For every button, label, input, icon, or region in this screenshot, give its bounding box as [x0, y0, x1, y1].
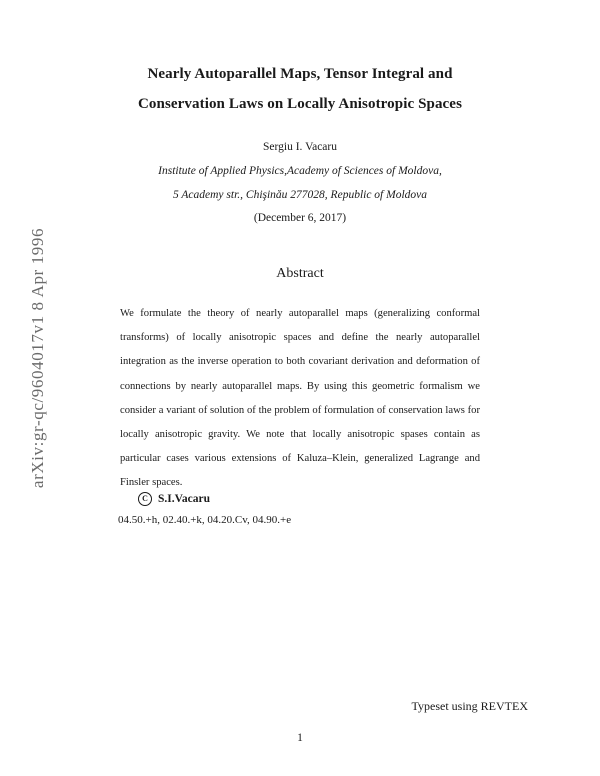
paper-date: (December 6, 2017)	[253, 212, 347, 224]
page-number: 1	[297, 732, 303, 744]
paper-title-line-1: Nearly Autoparallel Maps, Tensor Integral and	[147, 66, 453, 82]
author-name: Sergiu I. Vacaru	[263, 141, 337, 153]
abstract-body: We formulate the theory of nearly autoparallel maps (generalizing conformal transforms) of locally anisotropic spaces and define the nearly autoparallel integration as the inverse operation to both covariant derivation and deformation of connections by nearly autoparallel maps. By using this geometric formalism we consider a variant of solution of the problem of formulation of conservation laws for locally anisotropic gravity. We note that locally anisotropic spases contain as particular cases various extensions of Kaluza–Klein, generalized Lagrange and Finsler spaces.	[120, 308, 480, 489]
abstract-heading: Abstract	[276, 266, 324, 281]
copyright-icon: C	[138, 492, 152, 506]
affiliation-line-1: Institute of Applied Physics,Academy of Sciences of Moldova,	[158, 165, 442, 177]
arxiv-stamp: arXiv:gr-qc/9604017v1 8 Apr 1996	[28, 227, 47, 489]
affiliation-line-2: 5 Academy str., Chişinău 277028, Republic of Moldova	[172, 189, 428, 201]
typeset-note: Typeset using REVTEX	[411, 699, 528, 713]
pacs-numbers: 04.50.+h, 02.40.+k, 04.20.Cv, 04.90.+e	[118, 514, 292, 526]
copyright-holder: S.I.Vacaru	[158, 493, 210, 505]
copyright-notice	[138, 492, 210, 506]
paper-title-line-2: Conservation Laws on Locally Anisotropic Spaces	[137, 96, 463, 112]
